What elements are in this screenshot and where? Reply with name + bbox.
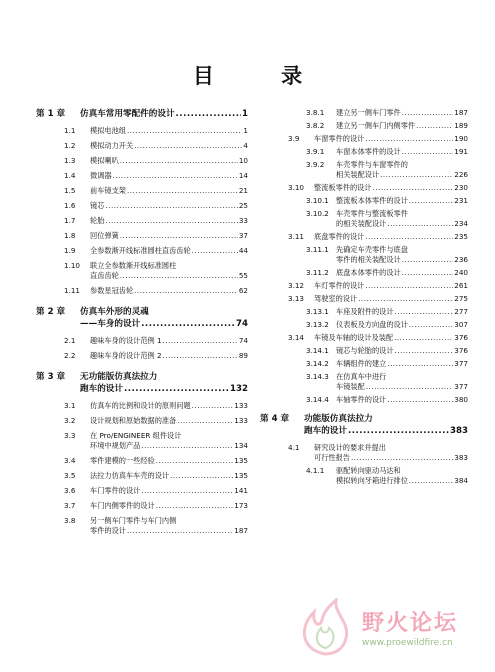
toc-entry[interactable] — [260, 294, 468, 304]
dot-leader — [387, 395, 453, 405]
dot-leader — [113, 171, 238, 181]
toc-entry-page: 135 — [234, 471, 248, 480]
toc-entry[interactable] — [36, 371, 248, 395]
dot-leader — [176, 108, 241, 120]
toc-entry-page: 37 — [238, 231, 248, 240]
dot-leader — [402, 255, 454, 265]
toc-entry-title: 先确定车壳零件与底盘 — [336, 245, 408, 254]
dot-leader — [402, 108, 454, 118]
toc-entry-number: 3.11.1 — [306, 245, 329, 254]
dot-leader — [163, 351, 238, 361]
toc-left-column — [36, 108, 248, 536]
toc-entry-number: 1.8 — [64, 231, 76, 240]
toc-entry-number: 1.7 — [64, 216, 76, 225]
dot-leader — [366, 382, 454, 392]
toc-entry-title: 整流板零件的设计 — [314, 183, 372, 192]
toc-entry-title-continued: 相关装配设计 — [336, 170, 380, 179]
toc-entry-page: 226 — [454, 170, 468, 179]
toc-entry-page: 240 — [454, 268, 468, 277]
watermark — [290, 598, 490, 668]
toc-entry-page: 231 — [454, 196, 468, 205]
toc-entry-page: 307 — [454, 320, 468, 329]
toc-entry-number: 1.3 — [64, 156, 76, 165]
dot-leader — [416, 121, 453, 131]
toc-entry-title: 车轴零件的设计 — [336, 395, 387, 404]
toc-entry-number: 1.11 — [64, 286, 81, 295]
toc-entry-title: 模拟电池组 — [90, 126, 126, 135]
toc-entry-title: 车壳零件与车窗零件的 — [336, 160, 408, 169]
toc-entry-page: 376 — [454, 346, 468, 355]
toc-entry-page: 44 — [238, 246, 248, 255]
toc-entry[interactable] — [36, 201, 248, 211]
toc-entry[interactable] — [260, 413, 468, 437]
dot-leader — [192, 246, 238, 256]
toc-entry[interactable] — [36, 486, 248, 496]
dot-leader — [365, 281, 453, 291]
dot-leader — [163, 336, 238, 346]
toc-entry[interactable] — [36, 431, 248, 451]
toc-entry-page: 1 — [243, 126, 248, 135]
toc-entry-number: 第 4 章 — [260, 414, 290, 424]
toc-entry-page: 230 — [454, 183, 468, 192]
toc-entry-number: 1.4 — [64, 171, 76, 180]
toc-entry-number: 1.2 — [64, 141, 76, 150]
toc-entry[interactable] — [260, 307, 468, 317]
toc-entry-title: 底盘本体零件的设计 — [336, 268, 401, 277]
toc-entry-title: 零件建模的一些经验 — [90, 456, 155, 465]
toc-entry-title-continued: 模拟转向牙箱进行排位 — [336, 476, 408, 485]
toc-entry[interactable] — [260, 359, 468, 369]
toc-entry-number: 3.9.1 — [306, 147, 325, 156]
toc-entry-title: 在 Pro/ENGINEER 组件设计 — [90, 431, 182, 440]
dot-leader — [373, 183, 454, 193]
toc-entry-title: 模拟动力开关 — [90, 141, 134, 150]
toc-entry-number: 第 1 章 — [36, 109, 66, 119]
toc-entry-title: 车窗本体零件的设计 — [336, 147, 401, 156]
toc-entry-page: 190 — [454, 134, 468, 143]
dot-leader — [105, 201, 237, 211]
dot-leader — [394, 333, 453, 343]
dot-leader — [402, 268, 454, 278]
toc-entry-page: 55 — [238, 271, 248, 280]
toc-entry-title-continued: 零件的设计 — [90, 526, 126, 535]
dot-leader — [348, 425, 449, 437]
toc-entry-number: 3.14.2 — [306, 359, 329, 368]
toc-entry-page: 377 — [454, 359, 468, 368]
dot-leader — [156, 456, 234, 466]
toc-entry-title-continued: 直齿齿轮 — [90, 271, 119, 280]
toc-entry-title-continued: 零件的相关装配设计 — [336, 255, 401, 264]
dot-leader — [120, 156, 238, 166]
dot-leader — [120, 271, 238, 281]
toc-entry[interactable] — [260, 245, 468, 265]
dot-leader — [127, 186, 238, 196]
toc-entry-title: 无功能版仿真法拉力 — [80, 372, 158, 382]
toc-entry-title: 车灯零件的设计 — [314, 281, 365, 290]
toc-entry-page: 25 — [238, 201, 248, 210]
toc-entry-title: 仿真车的比例和设计的原则问题 — [90, 401, 191, 410]
toc-entry-title: 联立全参数渐开线标准圆柱 — [90, 261, 177, 270]
toc-entry-number: 3.7 — [64, 501, 76, 510]
toc-entry-number: 4.1.1 — [306, 466, 325, 475]
toc-entry[interactable] — [36, 306, 248, 330]
toc-entry-number: 3.13.1 — [306, 307, 329, 316]
toc-entry-page: 235 — [454, 232, 468, 241]
toc-entry-title: 仿真车常用零配件的设计 — [80, 109, 175, 119]
toc-entry-page: 277 — [454, 307, 468, 316]
toc-entry[interactable] — [260, 160, 468, 180]
toc-entry-number: 3.14.1 — [306, 346, 329, 355]
toc-entry-number: 第 2 章 — [36, 307, 66, 317]
page-title: 目 录 — [192, 64, 333, 88]
toc-entry-number: 2.2 — [64, 351, 76, 360]
toc-entry-title: 在仿真车中进行 — [336, 372, 387, 381]
toc-entry-number: 3.10 — [288, 183, 305, 192]
toc-entry[interactable] — [36, 501, 248, 511]
toc-entry-number: 3.5 — [64, 471, 76, 480]
toc-entry-page: 1 — [242, 109, 248, 119]
toc-entry-title: 车镜及车轴的设计及装配 — [314, 333, 394, 342]
toc-entry-number: 3.8.2 — [306, 121, 325, 130]
toc-entry[interactable] — [260, 209, 468, 229]
toc-entry[interactable] — [260, 183, 468, 193]
toc-entry[interactable] — [36, 416, 248, 426]
toc-entry-title-continued: 的相关装配设计 — [336, 219, 387, 228]
toc-entry-number: 1.6 — [64, 201, 76, 210]
toc-entry-title: 建立另一侧车门内侧零件 — [336, 121, 416, 130]
toc-entry-page: 189 — [454, 121, 468, 130]
toc-entry[interactable] — [260, 268, 468, 278]
toc-entry[interactable] — [36, 171, 248, 181]
toc-entry-title: 底盘零件的设计 — [314, 232, 365, 241]
toc-entry-page: 261 — [454, 281, 468, 290]
toc-entry-title-continued: 环境中规划产品 — [90, 441, 141, 450]
toc-entry-page: 275 — [454, 294, 468, 303]
toc-entry-page: 135 — [234, 456, 248, 465]
toc-entry-page: 33 — [238, 216, 248, 225]
dot-leader — [387, 359, 453, 369]
toc-entry-page: 133 — [234, 416, 248, 425]
toc-entry-title: 微调器 — [90, 171, 112, 180]
toc-entry-page: 134 — [234, 441, 248, 450]
flame-logo-icon — [290, 598, 360, 658]
toc-entry-title: 模拟喇叭 — [90, 156, 119, 165]
toc-entry-number: 2.1 — [64, 336, 76, 345]
toc-entry[interactable] — [36, 216, 248, 226]
toc-entry-page: 133 — [234, 401, 248, 410]
toc-entry-number: 3.1 — [64, 401, 76, 410]
toc-entry-page: 141 — [234, 486, 248, 495]
toc-entry-number: 1.1 — [64, 126, 76, 135]
toc-entry-title-continued: 可行性报告 — [314, 453, 350, 462]
toc-entry-page: 383 — [454, 453, 468, 462]
toc-entry-title: 镜芯与轮胎的设计 — [336, 346, 394, 355]
toc-entry-page: 236 — [454, 255, 468, 264]
toc-entry-title: 驱配转向驱动马达和 — [336, 466, 401, 475]
dot-leader — [141, 486, 233, 496]
toc-entry-number: 3.6 — [64, 486, 76, 495]
toc-entry-page: 187 — [234, 526, 248, 535]
toc-entry-number: 第 3 章 — [36, 372, 66, 382]
toc-right-column — [260, 108, 468, 486]
toc-entry[interactable] — [260, 372, 468, 392]
toc-entry-page: 89 — [238, 351, 248, 360]
toc-entry[interactable] — [260, 121, 468, 131]
toc-entry[interactable] — [260, 466, 468, 486]
dot-leader — [127, 126, 242, 136]
dot-leader — [134, 141, 242, 151]
dot-leader — [124, 383, 229, 395]
toc-entry-number: 3.2 — [64, 416, 76, 425]
dot-leader — [105, 216, 237, 226]
toc-entry[interactable] — [260, 232, 468, 242]
dot-leader — [409, 196, 453, 206]
toc-entry-number: 3.12 — [288, 281, 305, 290]
toc-entry-title: 车座及附件的设计 — [336, 307, 394, 316]
toc-entry-page: 234 — [454, 219, 468, 228]
toc-entry[interactable] — [260, 333, 468, 343]
toc-entry-page: 377 — [454, 382, 468, 391]
toc-entry[interactable] — [36, 401, 248, 411]
toc-entry-title: 趣味车身的设计范例 2 — [90, 351, 162, 360]
toc-entry[interactable] — [260, 108, 468, 118]
toc-entry[interactable] — [36, 286, 248, 296]
toc-entry-title-continued: ——车身的设计 — [80, 319, 141, 329]
dot-leader — [358, 294, 453, 304]
toc-entry-page: 14 — [238, 171, 248, 180]
toc-entry-page: 21 — [238, 186, 248, 195]
toc-entry-title: 另一侧车门零件与车门内侧 — [90, 516, 177, 525]
toc-entry-page: 132 — [230, 384, 248, 394]
toc-entry-page: 10 — [238, 156, 248, 165]
toc-entry-number: 3.11.2 — [306, 268, 329, 277]
toc-entry-title: 设计规划和原始数据的准备 — [90, 416, 177, 425]
toc-entry[interactable] — [36, 186, 248, 196]
dot-leader — [395, 346, 454, 356]
toc-entry[interactable] — [260, 395, 468, 405]
toc-entry-title: 趣味车身的设计范例 1 — [90, 336, 162, 345]
toc-entry-number: 3.13.2 — [306, 320, 329, 329]
toc-entry-title: 法拉力仿真车车壳的设计 — [90, 471, 170, 480]
dot-leader — [402, 147, 454, 157]
toc-entry-title: 车门零件的设计 — [90, 486, 141, 495]
dot-leader — [395, 307, 454, 317]
toc-entry-number: 3.13 — [288, 294, 305, 303]
toc-entry-page: 74 — [236, 319, 248, 329]
toc-entry[interactable] — [260, 196, 468, 206]
toc-entry[interactable] — [260, 443, 468, 463]
toc-entry-title: 整流板本体零件的设计 — [336, 196, 408, 205]
toc-entry-title: 车辆组件的建立 — [336, 359, 387, 368]
toc-entry-title: 研究设计的要求并提出 — [314, 443, 386, 452]
toc-entry-page: 380 — [454, 395, 468, 404]
toc-entry-page: 4 — [243, 141, 248, 150]
toc-entry-number: 1.9 — [64, 246, 76, 255]
toc-entry[interactable] — [36, 351, 248, 361]
toc-entry-number: 3.3 — [64, 431, 76, 440]
dot-leader — [387, 219, 453, 229]
dot-leader — [127, 526, 233, 536]
dot-leader — [409, 320, 453, 330]
toc-entry-title: 镜芯 — [90, 201, 105, 210]
toc-entry-title: 轮胎 — [90, 216, 105, 225]
toc-entry[interactable] — [260, 346, 468, 356]
toc-entry[interactable] — [36, 156, 248, 166]
toc-entry[interactable] — [260, 147, 468, 157]
toc-entry-number: 4.1 — [288, 443, 300, 452]
toc-entry[interactable] — [36, 231, 248, 241]
dot-leader — [141, 441, 233, 451]
dot-leader — [156, 501, 234, 511]
toc-entry-number: 3.10.1 — [306, 196, 329, 205]
toc-entry-title-continued: 跑车的设计 — [80, 384, 123, 394]
dot-leader — [409, 476, 453, 486]
toc-entry-title: 车壳零件与整流板零件 — [336, 209, 408, 218]
dot-leader — [365, 134, 453, 144]
toc-entry[interactable] — [36, 336, 248, 346]
toc-entry-title: 仿真车外形的灵魂 — [80, 307, 149, 317]
toc-entry[interactable] — [36, 471, 248, 481]
watermark-text: 野火论坛 — [362, 611, 459, 636]
toc-entry[interactable] — [36, 108, 248, 120]
dot-leader — [141, 318, 235, 330]
toc-entry[interactable] — [36, 246, 248, 256]
toc-entry-page: 173 — [234, 501, 248, 510]
toc-entry-page: 187 — [454, 108, 468, 117]
toc-entry-number: 3.4 — [64, 456, 76, 465]
dot-leader — [380, 170, 453, 180]
dot-leader — [192, 401, 234, 411]
toc-entry-number: 1.10 — [64, 261, 81, 270]
toc-entry-title: 驾驶室的设计 — [314, 294, 358, 303]
toc-entry-title: 参数星冠齿轮 — [90, 286, 134, 295]
dot-leader — [177, 416, 233, 426]
toc-entry[interactable] — [260, 134, 468, 144]
toc-entry-page: 74 — [238, 336, 248, 345]
toc-entry-number: 3.8 — [64, 516, 76, 525]
dot-leader — [170, 471, 233, 481]
toc-entry-page: 376 — [454, 333, 468, 342]
dot-leader — [134, 286, 238, 296]
toc-entry[interactable] — [260, 320, 468, 330]
toc-entry-title: 前车镜支架 — [90, 186, 126, 195]
toc-entry-title: 回位弹簧 — [90, 231, 119, 240]
toc-entry-number: 3.10.2 — [306, 209, 329, 218]
toc-entry-number: 3.14.3 — [306, 372, 329, 381]
toc-entry[interactable] — [36, 456, 248, 466]
toc-entry-title: 仪表板及方向盘的设计 — [336, 320, 408, 329]
toc-entry-page: 383 — [450, 426, 468, 436]
toc-entry-title: 全参数渐开线标准圆柱直齿齿轮 — [90, 246, 191, 255]
toc-entry-title-continued: 车镜装配 — [336, 382, 365, 391]
toc-entry[interactable] — [36, 141, 248, 151]
toc-entry-number: 3.14.4 — [306, 395, 329, 404]
watermark-url: www.proewildfire.cn — [362, 638, 453, 648]
toc-entry-title: 车窗零件的设计 — [314, 134, 365, 143]
toc-entry-number: 3.9 — [288, 134, 300, 143]
dot-leader — [365, 232, 453, 242]
toc-entry-number: 3.8.1 — [306, 108, 325, 117]
toc-entry-page: 62 — [238, 286, 248, 295]
toc-entry-number: 3.11 — [288, 232, 305, 241]
toc-entry-number: 1.5 — [64, 186, 76, 195]
toc-entry-title: 建立另一侧车门零件 — [336, 108, 401, 117]
toc-entry[interactable] — [36, 126, 248, 136]
toc-entry[interactable] — [36, 516, 248, 536]
toc-entry-title: 功能版仿真法拉力 — [304, 414, 373, 424]
toc-entry-number: 3.9.2 — [306, 160, 325, 169]
toc-entry-title-continued: 跑车的设计 — [304, 426, 347, 436]
dot-leader — [120, 231, 238, 241]
dot-leader — [351, 453, 453, 463]
toc-entry[interactable] — [36, 261, 248, 281]
toc-entry[interactable] — [260, 281, 468, 291]
toc-entry-page: 384 — [454, 476, 468, 485]
toc-entry-page: 191 — [454, 147, 468, 156]
toc-entry-title: 车门内侧零件的设计 — [90, 501, 155, 510]
toc-entry-number: 3.14 — [288, 333, 305, 342]
